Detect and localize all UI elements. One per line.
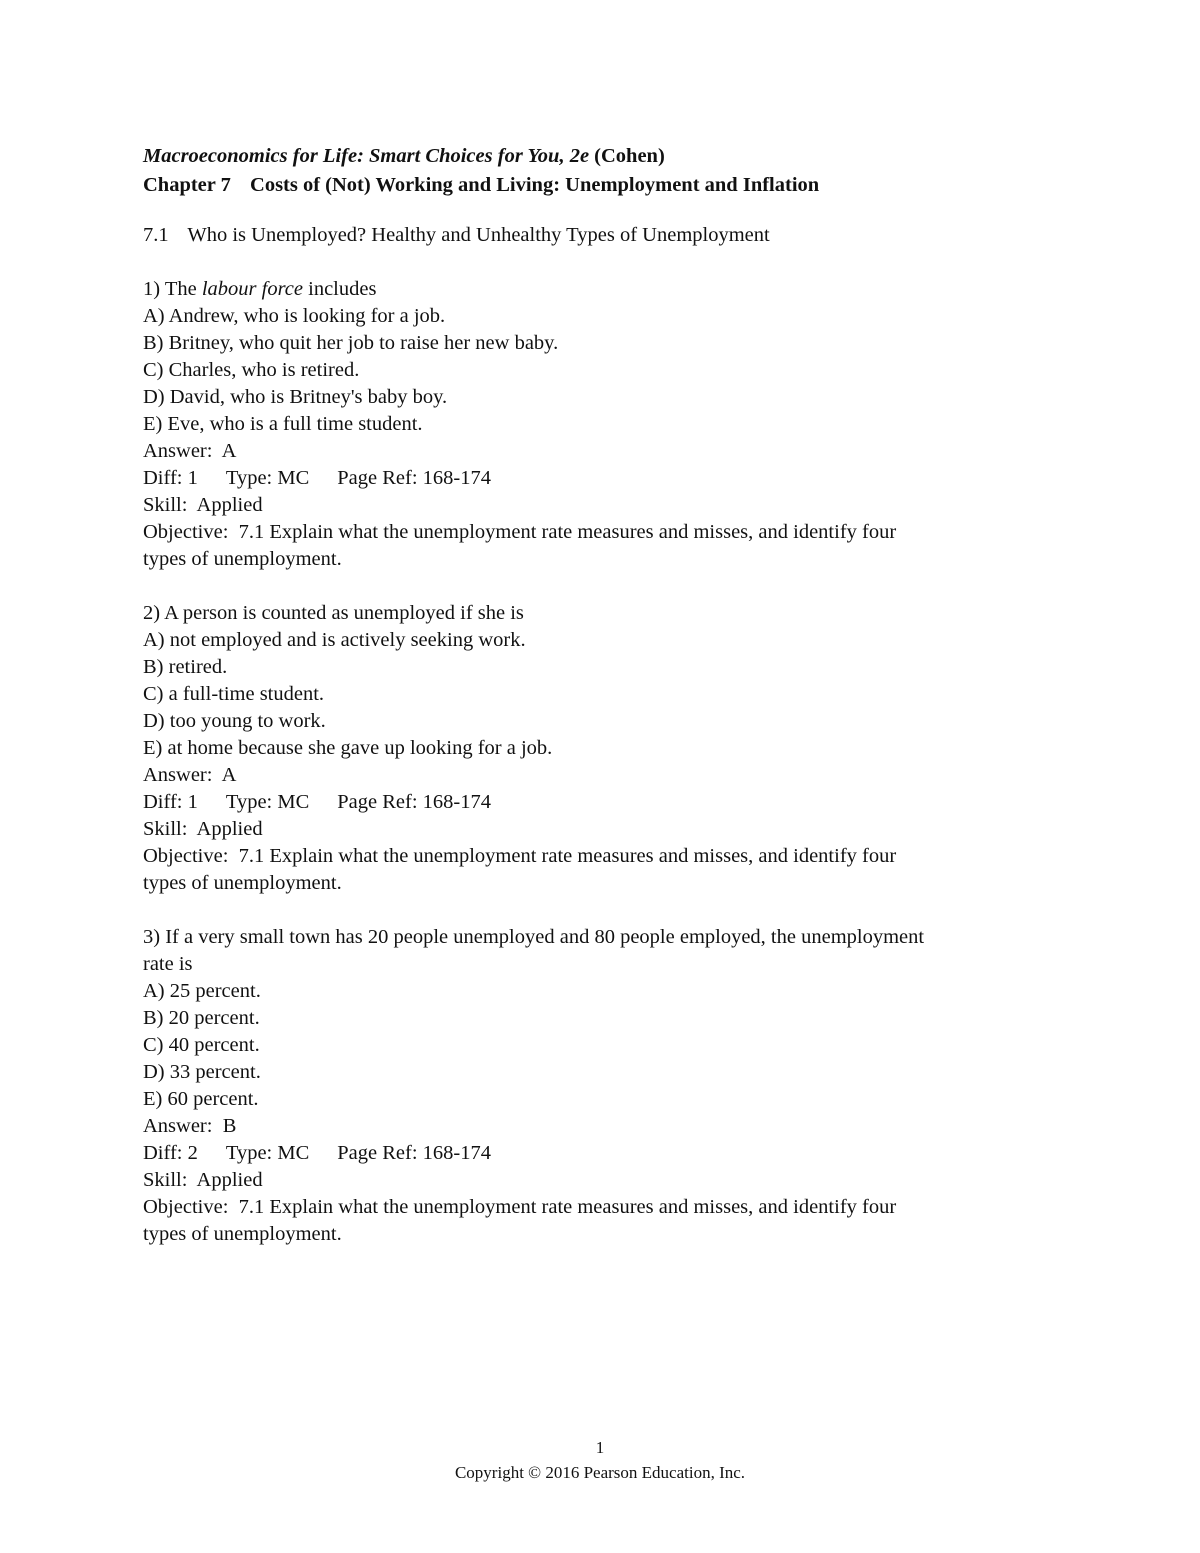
question-stem-continued: rate is — [143, 953, 193, 975]
skill: Skill: Applied — [143, 494, 263, 516]
objective-line: types of unemployment. — [143, 1223, 342, 1245]
answer-key: Answer: B — [143, 1115, 237, 1137]
question-type: Type: MC — [225, 1142, 310, 1164]
chapter-name: Costs of (Not) Working and Living: Unemployment and Inflation — [250, 174, 820, 196]
skill: Skill: Applied — [143, 1169, 263, 1191]
answer-option: B) Britney, who quit her job to raise her new baby. — [143, 332, 559, 354]
copyright-notice: Copyright © 2016 Pearson Education, Inc. — [454, 1463, 746, 1482]
answer-option: A) Andrew, who is looking for a job. — [143, 305, 446, 327]
answer-option: D) too young to work. — [143, 710, 326, 732]
answer-option: B) retired. — [143, 656, 228, 678]
question-type: Type: MC — [225, 467, 310, 489]
section-number: 7.1 — [143, 224, 169, 246]
objective-line: types of unemployment. — [143, 872, 342, 894]
question-meta — [143, 465, 1053, 492]
objective-line: Objective: 7.1 Explain what the unemployment rate measures and misses, and identify four — [143, 1196, 897, 1218]
book-author: (Cohen) — [594, 145, 665, 167]
question-stem: 2) A person is counted as unemployed if she is — [143, 602, 524, 624]
difficulty: Diff: 1 — [143, 467, 198, 489]
answer-option: A) 25 percent. — [143, 980, 261, 1002]
skill: Skill: Applied — [143, 818, 263, 840]
answer-option: C) 40 percent. — [143, 1034, 260, 1056]
answer-option: B) 20 percent. — [143, 1007, 260, 1029]
section-title: Who is Unemployed? Healthy and Unhealthy Types of Unemployment — [187, 224, 770, 246]
question-stem: 3) If a very small town has 20 people unemployed and 80 people employed, the unemployment — [143, 926, 925, 948]
question-meta — [143, 789, 1053, 816]
page-content — [143, 142, 1053, 1248]
chapter-title — [143, 171, 1053, 200]
question-meta — [143, 1140, 1053, 1167]
answer-option: E) 60 percent. — [143, 1088, 259, 1110]
stem-text: 1) The — [143, 278, 202, 300]
book-title-italic: Macroeconomics for Life: Smart Choices for You, 2e — [143, 145, 590, 167]
answer-option: A) not employed and is actively seeking work. — [143, 629, 526, 651]
answer-option: D) 33 percent. — [143, 1061, 261, 1083]
objective-line: types of unemployment. — [143, 548, 342, 570]
question-type: Type: MC — [225, 791, 310, 813]
answer-option: C) Charles, who is retired. — [143, 359, 360, 381]
book-title — [143, 142, 1053, 171]
section-heading — [143, 222, 1053, 249]
page-ref: Page Ref: 168-174 — [337, 791, 492, 813]
page-ref: Page Ref: 168-174 — [337, 1142, 492, 1164]
chapter-number: Chapter 7 — [143, 174, 231, 196]
question-stem — [143, 276, 1053, 303]
page-number: 1 — [595, 1438, 605, 1457]
objective-line: Objective: 7.1 Explain what the unemployment rate measures and misses, and identify four — [143, 521, 897, 543]
answer-key: Answer: A — [143, 440, 237, 462]
question-3 — [143, 924, 1053, 1248]
answer-option: C) a full-time student. — [143, 683, 325, 705]
answer-option: E) at home because she gave up looking for a job. — [143, 737, 553, 759]
objective-line: Objective: 7.1 Explain what the unemployment rate measures and misses, and identify four — [143, 845, 897, 867]
question-1 — [143, 276, 1053, 573]
page-ref: Page Ref: 168-174 — [337, 467, 492, 489]
question-2 — [143, 600, 1053, 897]
difficulty: Diff: 1 — [143, 791, 198, 813]
stem-italic-term: labour force — [201, 278, 303, 300]
answer-option: E) Eve, who is a full time student. — [143, 413, 423, 435]
answer-option: D) David, who is Britney's baby boy. — [143, 386, 448, 408]
difficulty: Diff: 2 — [143, 1142, 198, 1164]
answer-key: Answer: A — [143, 764, 237, 786]
stem-text-end: includes — [303, 278, 377, 300]
